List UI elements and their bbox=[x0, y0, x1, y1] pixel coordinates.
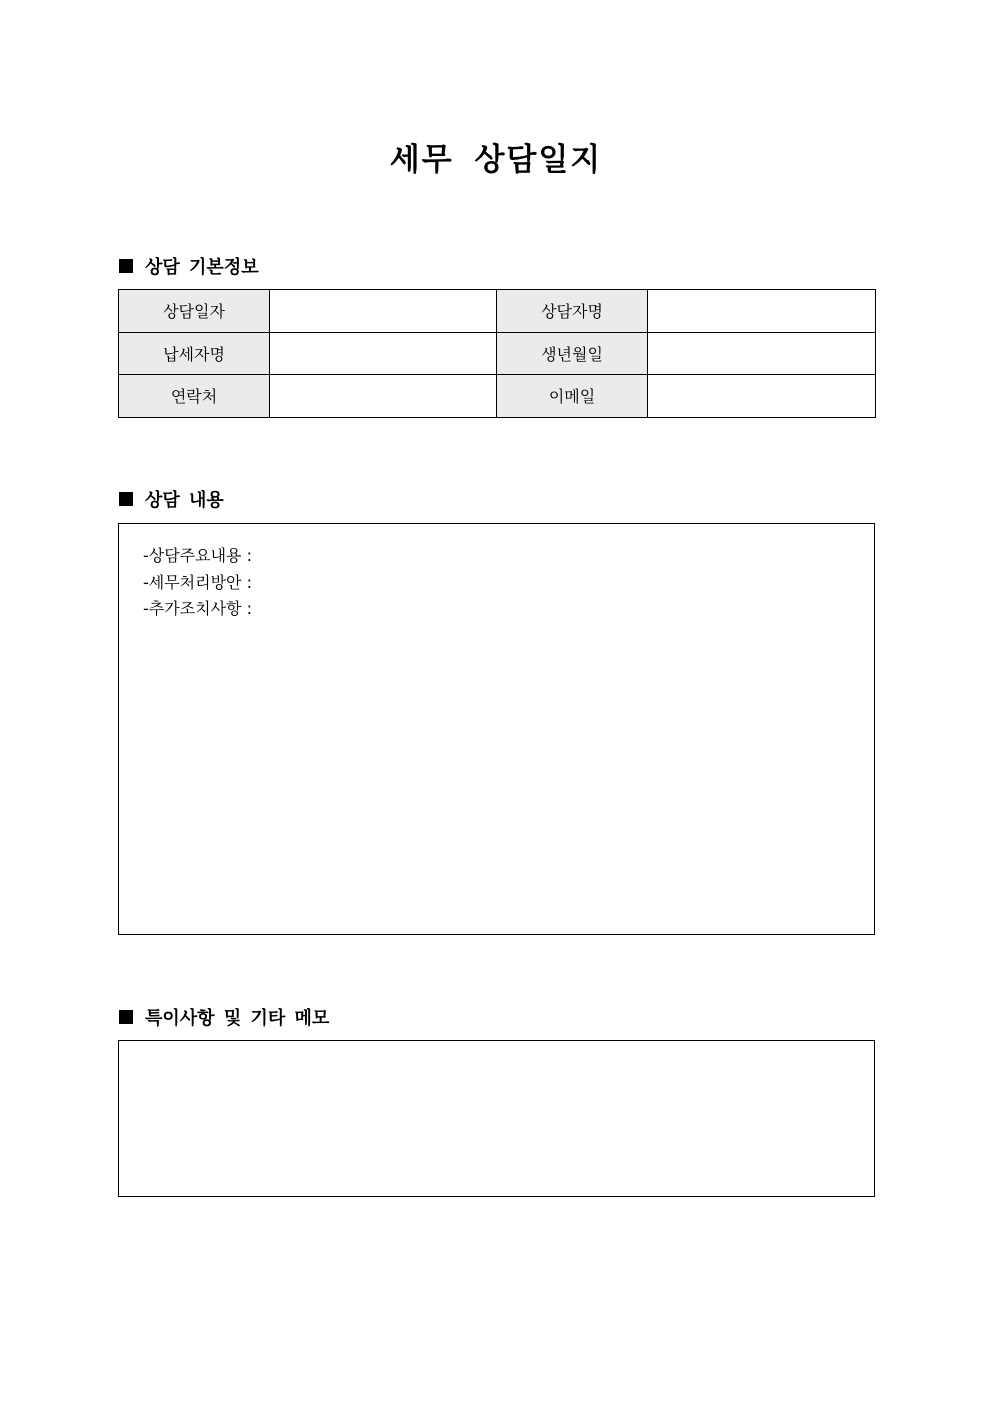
section-heading-basic-info bbox=[119, 253, 259, 279]
section-heading-label: 특이사항 및 기타 메모 bbox=[145, 1008, 330, 1029]
square-bullet-icon bbox=[119, 259, 133, 273]
birth-date-label: 생년월일 bbox=[497, 332, 648, 375]
birth-date-field[interactable] bbox=[648, 332, 876, 375]
contact-field[interactable] bbox=[270, 375, 497, 418]
consult-main-content-line: -상담주요내용 : bbox=[143, 546, 252, 565]
taxpayer-name-field[interactable] bbox=[270, 332, 497, 375]
email-label: 이메일 bbox=[497, 375, 648, 418]
email-field[interactable] bbox=[648, 375, 876, 418]
section-heading-label: 상담 내용 bbox=[145, 490, 224, 511]
section-heading-consultation bbox=[119, 486, 224, 512]
table-row bbox=[119, 375, 876, 418]
consult-date-field[interactable] bbox=[270, 290, 497, 333]
section-heading-memo bbox=[119, 1004, 329, 1030]
contact-label: 연락처 bbox=[119, 375, 270, 418]
tax-handling-plan-line: -세무처리방안 : bbox=[143, 572, 252, 592]
page-title: 세무 상담일지 bbox=[389, 142, 603, 178]
consult-date-label: 상담일자 bbox=[119, 290, 270, 333]
memo-box[interactable] bbox=[118, 1040, 875, 1197]
table-row bbox=[119, 290, 876, 333]
basic-info-table bbox=[118, 289, 876, 418]
square-bullet-icon bbox=[119, 492, 133, 506]
square-bullet-icon bbox=[119, 1010, 133, 1024]
counselor-name-label: 상담자명 bbox=[497, 290, 648, 333]
counselor-name-field[interactable] bbox=[648, 290, 876, 333]
table-row bbox=[119, 332, 876, 375]
consultation-content-box[interactable] bbox=[118, 523, 875, 935]
additional-action-line: -추가조치사항 : bbox=[143, 599, 252, 618]
taxpayer-name-label: 납세자명 bbox=[119, 332, 270, 375]
section-heading-label: 상담 기본정보 bbox=[145, 257, 259, 278]
